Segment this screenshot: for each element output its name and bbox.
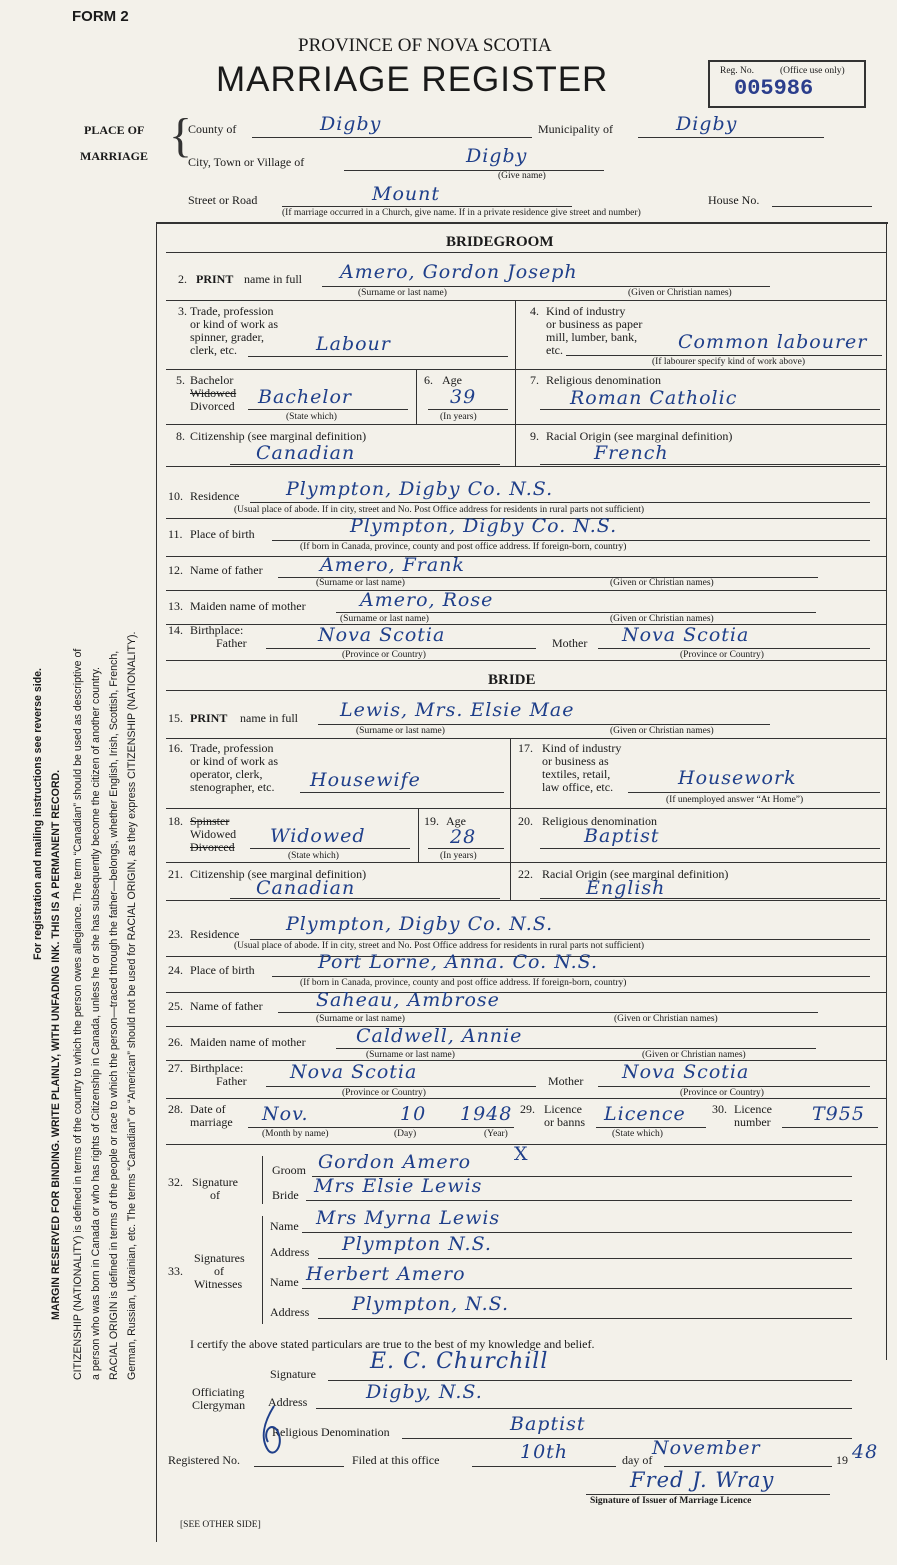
bride-birth-line (272, 976, 870, 977)
groom-bp-father-note: (Province or Country) (342, 650, 426, 660)
certify-text: I certify the above stated particulars are true to the best of my knowledge and belief. (190, 1337, 595, 1351)
issuer-line (586, 1494, 830, 1495)
church-note: (If marriage occurred in a Church, give name. If in a private residence give street and number) (282, 208, 641, 218)
municipality-value: Digby (676, 113, 738, 135)
bride-age-divider (418, 808, 419, 862)
item-9: 9. (530, 429, 539, 443)
give-name-note: (Give name) (498, 171, 546, 181)
bride-mother-surname-note: (Surname or last name) (366, 1050, 455, 1060)
item-14: 14. (168, 623, 183, 637)
groom-row-rule-2 (166, 369, 886, 370)
groom-religion: Roman Catholic (570, 387, 738, 409)
groom-citizenship-label: Citizenship (see marginal definition) (190, 429, 367, 443)
witness-2-address: Plympton, N.S. (352, 1293, 509, 1315)
county-line (252, 137, 532, 138)
licence-number: T955 (812, 1103, 865, 1125)
bride-trade-l1: Trade, profession (190, 741, 274, 755)
day-of-label: day of (622, 1453, 653, 1467)
item-28: 28. (168, 1102, 183, 1116)
reg-no-label: Reg. No. (720, 66, 755, 76)
clergy-signature: E. C. Churchill (370, 1349, 549, 1374)
item-22: 22. (518, 867, 533, 881)
item-27: 27. (168, 1061, 183, 1075)
groom-status-l2: Widowed (190, 386, 237, 400)
groom-status-l3: Divorced (190, 399, 235, 413)
bride-section-end (166, 1098, 886, 1099)
street-value: Mount (372, 183, 441, 205)
licence-value: Licence (604, 1103, 686, 1125)
item-3: 3. (178, 304, 187, 318)
given-note: (Given or Christian names) (628, 288, 732, 298)
bride-birth: Port Lorne, Anna. Co. N.S. (318, 951, 599, 973)
groom-religion-label: Religious denomination (546, 373, 661, 387)
bride-birthplace-label: Birthplace: (190, 1061, 244, 1075)
w1-address-label: Address (270, 1245, 310, 1259)
groom-bp-father-line (266, 648, 536, 649)
groom-mother-line (336, 612, 816, 613)
date-label-l1: Date of (190, 1102, 226, 1116)
bride-col-divider (510, 738, 511, 900)
filed-month: November (652, 1437, 761, 1459)
bride-mother-line (336, 1048, 816, 1049)
bride-status: Widowed (270, 825, 366, 847)
licence-number-l2: number (734, 1115, 771, 1129)
denomination-line (402, 1438, 852, 1439)
province-heading: PROVINCE OF NOVA SCOTIA (298, 35, 552, 56)
groom-trade: Labour (316, 333, 391, 355)
bride-bp-mother: Nova Scotia (622, 1061, 750, 1083)
licence-number-l1: Licence (734, 1102, 772, 1116)
margin-line-1: For registration and mailing instructions see reverse side. (32, 667, 44, 960)
groom-trade-l3: spinner, grader, (190, 330, 265, 344)
birth-note: (If born in Canada, province, county and post office address. If foreign-born, country) (300, 542, 627, 552)
registered-no-line (254, 1466, 344, 1467)
groom-birth: Plympton, Digby Co. N.S. (350, 515, 618, 537)
clergy-flourish-mark (254, 1402, 294, 1460)
item-33: 33. (168, 1264, 183, 1278)
bride-row-rule-1 (166, 738, 886, 739)
bride-trade-l3: operator, clerk, (190, 767, 263, 781)
clergy-address-line (316, 1408, 852, 1409)
groom-status-line (248, 409, 408, 410)
bride-kind-l2: or business as (542, 754, 609, 768)
groom-kind: Common labourer (678, 331, 868, 353)
father-given-note: (Given or Christian names) (610, 578, 714, 588)
bride-father-surname-note: (Surname or last name) (316, 1014, 405, 1024)
bride-sig-label: Bride (272, 1188, 299, 1202)
bridegroom-heading: BRIDEGROOM (446, 234, 554, 250)
bride-name: Lewis, Mrs. Elsie Mae (340, 699, 575, 721)
clergy-address: Digby, N.S. (366, 1381, 483, 1403)
bride-kind-l1: Kind of industry (542, 741, 622, 755)
bride-row-rule-4 (166, 900, 886, 901)
item-12: 12. (168, 563, 183, 577)
filed-day: 10th (520, 1441, 569, 1463)
issuer-label: Signature of Issuer of Marriage Licence (590, 1496, 752, 1506)
county-label: County of (188, 122, 237, 136)
groom-religion-line (540, 409, 880, 410)
filed-year: 48 (852, 1441, 879, 1463)
groom-age-divider (416, 369, 417, 424)
bride-status-l2: Widowed (190, 827, 237, 841)
groom-row-rule-1 (166, 300, 886, 301)
groom-kind-l2: or business as paper (546, 317, 643, 331)
house-label: House No. (708, 193, 760, 207)
bride-kind-l3: textiles, retail, (542, 767, 611, 781)
witnesses-l3: Witnesses (194, 1277, 243, 1291)
bride-age-line (428, 848, 504, 849)
groom-mother-label: Maiden name of mother (190, 599, 306, 613)
witness-1-name: Mrs Myrna Lewis (316, 1207, 501, 1229)
bride-residence-line (250, 939, 870, 940)
in-years-note: (In years) (440, 412, 477, 422)
signature-of-l1: Signature (192, 1175, 238, 1189)
bride-row-rule-6 (166, 992, 886, 993)
groom-bp-mother: Nova Scotia (622, 624, 750, 646)
bride-bp-father: Nova Scotia (290, 1061, 418, 1083)
bride-trade-line (300, 792, 504, 793)
bride-kind: Housework (678, 767, 797, 789)
bride-racial-label: Racial Origin (see marginal definition) (542, 867, 729, 881)
item-2: 2. (178, 272, 187, 286)
groom-name-line (322, 286, 770, 287)
bride-trade: Housewife (310, 769, 421, 791)
item-18: 18. (168, 814, 183, 828)
bride-age: 28 (450, 826, 477, 848)
groom-row-rule-8 (166, 624, 886, 625)
bride-kind-note: (If unemployed answer “At Home”) (666, 795, 804, 805)
groom-row-rule-6 (166, 556, 886, 557)
groom-trade-l2: or kind of work as (190, 317, 278, 331)
bride-row-rule-7 (166, 1026, 886, 1027)
groom-mark: X (514, 1143, 529, 1165)
bride-status-l3: Divorced (190, 840, 235, 854)
age-label: Age (442, 373, 462, 387)
see-other-side: [SEE OTHER SIDE] (180, 1520, 261, 1530)
groom-birth-line (272, 540, 870, 541)
bride-mother: Caldwell, Annie (356, 1025, 523, 1047)
witness-1-address: Plympton N.S. (342, 1233, 492, 1255)
groom-bp-mother-label: Mother (552, 636, 588, 650)
bride-sig-line (306, 1200, 852, 1201)
licence-label-l2: or banns (544, 1115, 585, 1129)
groom-father: Amero, Frank (320, 554, 465, 576)
item-21: 21. (168, 867, 183, 881)
bride-father: Saheau, Ambrose (316, 989, 500, 1011)
form-number: FORM 2 (72, 8, 129, 25)
clergy-signature-label: Signature (270, 1367, 316, 1381)
clergy-address-label: Address (268, 1395, 308, 1409)
bride-father-label: Name of father (190, 999, 263, 1013)
form-left-border (156, 222, 157, 1542)
signature-of-l2: of (210, 1188, 220, 1202)
groom-signature: Gordon Amero (318, 1151, 472, 1173)
groom-trade-l1: Trade, profession (190, 304, 274, 318)
groom-residence: Plympton, Digby Co. N.S. (286, 478, 554, 500)
bride-row-rule-2 (166, 808, 886, 809)
print-label: PRINT (196, 272, 234, 286)
bride-citizenship: Canadian (256, 877, 356, 899)
city-line (344, 170, 604, 171)
bride-bp-father-note: (Province or Country) (342, 1088, 426, 1098)
margin-line-2: MARGIN RESERVED FOR BINDING. WRITE PLAINLY, WITH UNFADING INK. THIS IS A PERMANENT RECORD. (50, 769, 62, 1320)
county-value: Digby (320, 113, 382, 135)
groom-bp-father: Nova Scotia (318, 624, 446, 646)
street-label: Street or Road (188, 193, 258, 207)
groom-col-divider (515, 300, 516, 466)
bride-in-years: (In years) (440, 851, 477, 861)
bride-heading-rule (166, 690, 886, 691)
marriage-day: 10 (400, 1103, 427, 1125)
item-20: 20. (518, 814, 533, 828)
margin-line-4: a person who was born in Canada or who has rights of Citizenship in Canada, unless he or she has subsequently become the citizen of another country. (90, 667, 102, 1380)
bride-bp-father-label: Father (216, 1074, 247, 1088)
bride-birth-note: (If born in Canada, province, county and post office address. If foreign-born, country) (300, 978, 627, 988)
issuer-signature: Fred J. Wray (630, 1468, 775, 1492)
groom-racial-label: Racial Origin (see marginal definition) (546, 429, 733, 443)
margin-line-5: RACIAL ORIGIN is defined in terms of the people or race to which the person—traced through the father—belongs, whether English, Irish, Scottish, French, (108, 650, 120, 1380)
item-17: 17. (518, 741, 533, 755)
witnesses-l2: of (214, 1264, 224, 1278)
bride-citizenship-label: Citizenship (see marginal definition) (190, 867, 367, 881)
witness-bracket (262, 1216, 263, 1324)
bride-status-l1: Spinster (190, 814, 230, 828)
bride-kind-l4: law office, etc. (542, 780, 614, 794)
item-4: 4. (530, 304, 539, 318)
bride-row-rule-8 (166, 1060, 886, 1061)
witnesses-l1: Signatures (194, 1251, 245, 1265)
groom-residence-line (250, 502, 870, 503)
w2-address-line (318, 1318, 852, 1319)
bride-religion-label: Religious denomination (542, 814, 657, 828)
bride-trade-l4: stenographer, etc. (190, 780, 275, 794)
item-29: 29. (520, 1102, 535, 1116)
residence-note: (Usual place of abode. If in city, street and No. Post Office address for residents in rural parts not sufficient) (234, 505, 645, 515)
groom-kind-line (566, 355, 882, 356)
bride-given-note: (Given or Christian names) (610, 726, 714, 736)
groom-age: 39 (450, 386, 477, 408)
margin-line-6: German, Russian, Ukrainian, etc. The terms “Canadian” or “American” should not be used for RACIAL ORIGIN, as they express CITIZENSHIP (NATIONALITY). (126, 631, 138, 1380)
bride-religion-line (540, 848, 880, 849)
margin-instructions (32, 140, 144, 1380)
marriage-year: 1948 (460, 1103, 513, 1125)
bride-birth-label: Place of birth (190, 963, 255, 977)
item-6: 6. (424, 373, 433, 387)
groom-bp-mother-note: (Province or Country) (680, 650, 764, 660)
groom-kind-l3: mill, lumber, bank, (546, 330, 638, 344)
item-7: 7. (530, 373, 539, 387)
sig-bracket (262, 1156, 263, 1204)
bride-trade-l2: or kind of work as (190, 754, 278, 768)
mother-surname-note: (Surname or last name) (340, 614, 429, 624)
brace-glyph: { (169, 109, 193, 162)
groom-father-label: Name of father (190, 563, 263, 577)
filed-day-line (472, 1466, 616, 1467)
groom-citizenship-line (230, 464, 500, 465)
w2-name-label: Name (270, 1275, 299, 1289)
groom-bp-father-label: Father (216, 636, 247, 650)
marriage-month: Nov. (262, 1103, 309, 1125)
reg-no-value: 005986 (734, 76, 814, 101)
groom-birthplace-label: Birthplace: (190, 623, 244, 637)
item-16: 16. (168, 741, 183, 755)
item-11: 11. (168, 527, 183, 541)
licence-state-which: (State which) (612, 1129, 663, 1139)
bride-bp-mother-line (598, 1086, 870, 1087)
name-in-full-label: name in full (244, 272, 302, 286)
bride-father-given-note: (Given or Christian names) (614, 1014, 718, 1024)
office-use-label: (Office use only) (780, 66, 845, 76)
place-of-label: PLACE OF (84, 123, 145, 137)
filed-month-line (664, 1466, 832, 1467)
item-8: 8. (176, 429, 185, 443)
day-note: (Day) (394, 1129, 417, 1139)
groom-kind-l4: etc. (546, 343, 563, 357)
bride-signature: Mrs Elsie Lewis (314, 1175, 483, 1197)
denomination-label: Religious Denomination (272, 1425, 390, 1439)
clergy-denomination: Baptist (510, 1413, 586, 1435)
bride-mother-given-note: (Given or Christian names) (642, 1050, 746, 1060)
item-24: 24. (168, 963, 183, 977)
groom-row-rule-7 (166, 590, 886, 591)
reg-no-box (708, 60, 866, 108)
municipality-line (638, 137, 824, 138)
groom-heading-rule (166, 252, 886, 253)
page-title: MARRIAGE REGISTER (216, 60, 609, 99)
date-label-l2: marriage (190, 1115, 233, 1129)
street-line (282, 206, 572, 207)
licence-label-l1: Licence (544, 1102, 582, 1116)
marriage-label: MARRIAGE (80, 149, 148, 163)
w1-name-label: Name (270, 1219, 299, 1233)
groom-citizenship: Canadian (256, 442, 356, 464)
bride-bp-mother-label: Mother (548, 1074, 584, 1088)
state-which-note: (State which) (286, 412, 337, 422)
officiating-l1: Officiating (192, 1385, 245, 1399)
groom-section-end (166, 660, 886, 661)
item-5: 5. (176, 373, 185, 387)
city-value: Digby (466, 145, 528, 167)
item-13: 13. (168, 599, 183, 613)
bride-mother-label: Maiden name of mother (190, 1035, 306, 1049)
item-15: 15. (168, 711, 183, 725)
bride-surname-note: (Surname or last name) (356, 726, 445, 736)
w2-name-line (302, 1288, 852, 1289)
w1-address-line (318, 1258, 852, 1259)
officiating-l2: Clergyman (192, 1398, 246, 1412)
form-right-border (886, 222, 887, 1360)
licence-number-line (782, 1127, 878, 1128)
bride-residence-label: Residence (190, 927, 240, 941)
bride-age-label: Age (446, 814, 466, 828)
groom-age-line (428, 409, 508, 410)
bride-bp-father-line (266, 1086, 536, 1087)
form-top-border (156, 222, 888, 224)
month-note: (Month by name) (262, 1129, 329, 1139)
bride-state-which: (State which) (288, 851, 339, 861)
bride-row-rule-3 (166, 862, 886, 863)
item-30: 30. (712, 1102, 727, 1116)
registered-no-label: Registered No. (168, 1453, 240, 1467)
item-26: 26. (168, 1035, 183, 1049)
groom-trade-l4: clerk, etc. (190, 343, 237, 357)
year-note: (Year) (484, 1129, 508, 1139)
date-line (248, 1127, 514, 1128)
bride-name-line (318, 724, 770, 725)
municipality-label: Municipality of (538, 122, 613, 136)
groom-mother: Amero, Rose (360, 589, 494, 611)
groom-residence-label: Residence (190, 489, 240, 503)
groom-birth-label: Place of birth (190, 527, 255, 541)
item-25: 25. (168, 999, 183, 1013)
bride-racial: English (586, 877, 666, 899)
groom-status: Bachelor (258, 386, 353, 408)
bride-status-line (250, 848, 410, 849)
groom-racial-line (540, 464, 880, 465)
margin-line-3: CITIZENSHIP (NATIONALITY) is defined in terms of the country to which the person owes allegiance. The term “Canadian” should be used as descriptive of (72, 648, 84, 1380)
groom-bp-mother-line (598, 648, 870, 649)
groom-kind-note: (If labourer specify kind of work above) (652, 357, 805, 367)
bride-kind-line (628, 792, 880, 793)
groom-racial: French (594, 442, 669, 464)
bride-heading: BRIDE (488, 672, 536, 688)
groom-trade-line (248, 356, 508, 357)
filed-label: Filed at this office (352, 1453, 440, 1467)
groom-kind-l1: Kind of industry (546, 304, 626, 318)
item-32: 32. (168, 1175, 183, 1189)
bride-name-in-full-label: name in full (240, 711, 298, 725)
groom-status-l1: Bachelor (190, 373, 234, 387)
mother-given-note: (Given or Christian names) (610, 614, 714, 624)
licence-line (596, 1127, 706, 1128)
groom-name: Amero, Gordon Joseph (340, 261, 578, 283)
bride-religion: Baptist (584, 825, 660, 847)
w2-address-label: Address (270, 1305, 310, 1319)
house-line (772, 206, 872, 207)
item-10: 10. (168, 489, 183, 503)
bride-print-label: PRINT (190, 711, 228, 725)
bride-bp-mother-note: (Province or Country) (680, 1088, 764, 1098)
groom-row-rule-3 (166, 424, 886, 425)
groom-row-rule-4 (166, 466, 886, 467)
city-label: City, Town or Village of (188, 155, 305, 169)
bride-father-line (278, 1012, 818, 1013)
item-23: 23. (168, 927, 183, 941)
year-prefix: 19 (836, 1453, 848, 1467)
item-19: 19. (424, 814, 439, 828)
groom-sig-label: Groom (272, 1163, 306, 1177)
bride-residence: Plympton, Digby Co. N.S. (286, 913, 554, 935)
surname-note: (Surname or last name) (358, 288, 447, 298)
father-surname-note: (Surname or last name) (316, 578, 405, 588)
witness-2-name: Herbert Amero (306, 1263, 466, 1285)
bride-residence-note: (Usual place of abode. If in city, street and No. Post Office address for residents in rural parts not sufficient) (234, 941, 645, 951)
